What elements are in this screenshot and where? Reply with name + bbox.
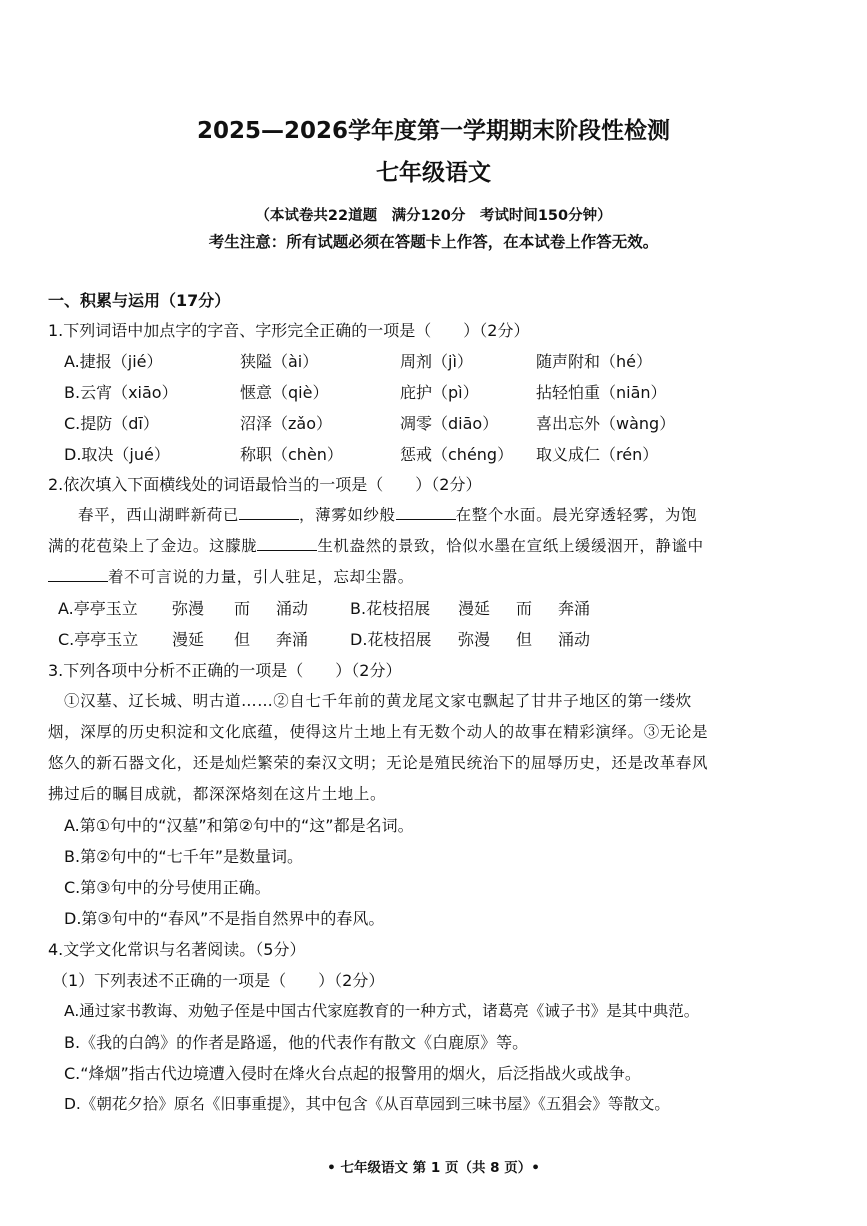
q2-c-2: 漫延: [172, 630, 205, 649]
q3-option-c: C.第③句中的分号使用正确。: [64, 878, 271, 897]
q2-a-2: 弥漫: [172, 599, 205, 618]
q1-b-4: 拈轻怕重（niān）: [536, 383, 667, 402]
q2-b-4: 奔涌: [558, 599, 591, 618]
q2-passage-line-2: 满的花苞染上了金边。这朦胧 生机盎然的景致，恰似水墨在宣纸上缓缓洇开，静谧中: [48, 537, 704, 555]
q1-c-2: 沼泽（zǎo）: [240, 414, 332, 433]
q2-passage-line-3: 着不可言说的力量，引人驻足，忘却尘嚣。: [48, 565, 748, 587]
q1-c-3: 凋零（diāo）: [400, 414, 499, 433]
q3-option-d: D.第③句中的“春风”不是指自然界中的春风。: [64, 909, 385, 928]
q4-stem: 4.文学文化常识与名著阅读。（5分）: [48, 940, 306, 959]
q1-c-4: 喜出忘外（wàng）: [536, 414, 676, 433]
q2-b-1: B.花枝招展: [350, 599, 431, 618]
exam-subject: 七年级语文: [376, 160, 491, 186]
q1-b-3: 庇护（pì）: [400, 383, 479, 402]
q1-stem: 1.下列词语中加点字的字音、字形完全正确的一项是（ ）（2分）: [48, 321, 530, 340]
q1-a-1: A.捷报（jié）: [64, 352, 163, 371]
q2-a-1: A.亭亭玉立: [58, 599, 138, 618]
q2-b-2: 漫延: [458, 599, 491, 618]
exam-info: （本试卷共22道题 满分120分 考试时间150分钟）: [255, 208, 612, 224]
q2-passage-line-1: 春平，西山湖畔新荷已 ，薄雾如纱般 在整个水面。晨光穿透轻雾，为饱: [78, 506, 698, 524]
q3-passage-line-3: 悠久的新石器文化，还是灿烂繁荣的秦汉文明；无论是殖民统治下的屈辱历史，还是改革春风: [48, 754, 709, 772]
answer-blank-4: [48, 567, 108, 582]
q1-d-4: 取义成仁（rén）: [536, 445, 659, 464]
q1-a-2: 狭隘（ài）: [240, 352, 319, 371]
q2-d-1: D.花枝招展: [350, 630, 432, 649]
q1-c-1: C.提防（dī）: [64, 414, 159, 433]
q2-b-3: 而: [516, 599, 533, 618]
exam-notice: 考生注意：所有试题必须在答题卡上作答，在本试卷上作答无效。: [208, 233, 659, 251]
q4-sub1-stem: （1）下列表述不正确的一项是（ ）（2分）: [52, 971, 385, 990]
q2-a-3: 而: [234, 599, 251, 618]
q3-option-a: A.第①句中的“汉墓”和第②句中的“这”都是名词。: [64, 816, 414, 835]
q2-d-3: 但: [516, 630, 533, 649]
answer-blank-2: [396, 505, 456, 520]
exam-title: 2025—2026学年度第一学期期末阶段性检测: [196, 118, 671, 144]
q1-a-4: 随声附和（hé）: [536, 352, 652, 371]
answer-blank-3: [257, 536, 317, 551]
q1-d-2: 称职（chèn）: [240, 445, 343, 464]
q2-d-2: 弥漫: [458, 630, 491, 649]
answer-blank-1: [239, 505, 299, 520]
page-footer: • 七年级语文 第 1 页（共 8 页）•: [327, 1160, 540, 1176]
q2-d-4: 涌动: [558, 630, 591, 649]
section-heading: 一、积累与运用（17分）: [48, 291, 231, 310]
q2-a-4: 涌动: [276, 599, 309, 618]
q2-c-1: C.亭亭玉立: [58, 630, 139, 649]
q2-stem: 2.依次填入下面横线处的词语最恰当的一项是（ ）（2分）: [48, 475, 482, 494]
q1-b-2: 惬意（qiè）: [240, 383, 329, 402]
q4-option-d: D.《朝花夕拾》原名《旧事重提》，其中包含《从百草园到三味书屋》《五猖会》等散文。: [64, 1095, 670, 1113]
q4-option-b: B.《我的白鸽》的作者是路遥，他的代表作有散文《白鹿原》等。: [64, 1033, 529, 1052]
q2-c-3: 但: [234, 630, 251, 649]
q2-c-4: 奔涌: [276, 630, 309, 649]
q4-option-c: C.“烽烟”指古代边境遭入侵时在烽火台点起的报警用的烟火，后泛指战火或战争。: [64, 1064, 641, 1083]
q3-passage-line-4: 拂过后的瞩目成就，都深深烙刻在这片土地上。: [48, 785, 387, 803]
q4-option-a: A.通过家书教诲、劝勉子侄是中国古代家庭教育的一种方式，诸葛亮《诫子书》是其中典范。: [64, 1002, 700, 1020]
q3-passage-line-1: ①汉墓、辽长城、明古道……②自七千年前的黄龙尾文家屯飘起了甘井子地区的第一缕炊: [64, 692, 692, 710]
q1-b-1: B.云宵（xiāo）: [64, 383, 178, 402]
q3-option-b: B.第②句中的“七千年”是数量词。: [64, 847, 303, 866]
q3-passage-line-2: 烟，深厚的历史积淀和文化底蕴，使得这片土地上有无数个动人的故事在精彩演绎。③无论是: [48, 723, 709, 741]
q1-d-1: D.取决（jué）: [64, 445, 170, 464]
q1-a-3: 周剂（jì）: [400, 352, 473, 371]
q1-d-3: 惩戒（chéng）: [400, 445, 514, 464]
q3-stem: 3.下列各项中分析不正确的一项是（ ）（2分）: [48, 661, 402, 680]
